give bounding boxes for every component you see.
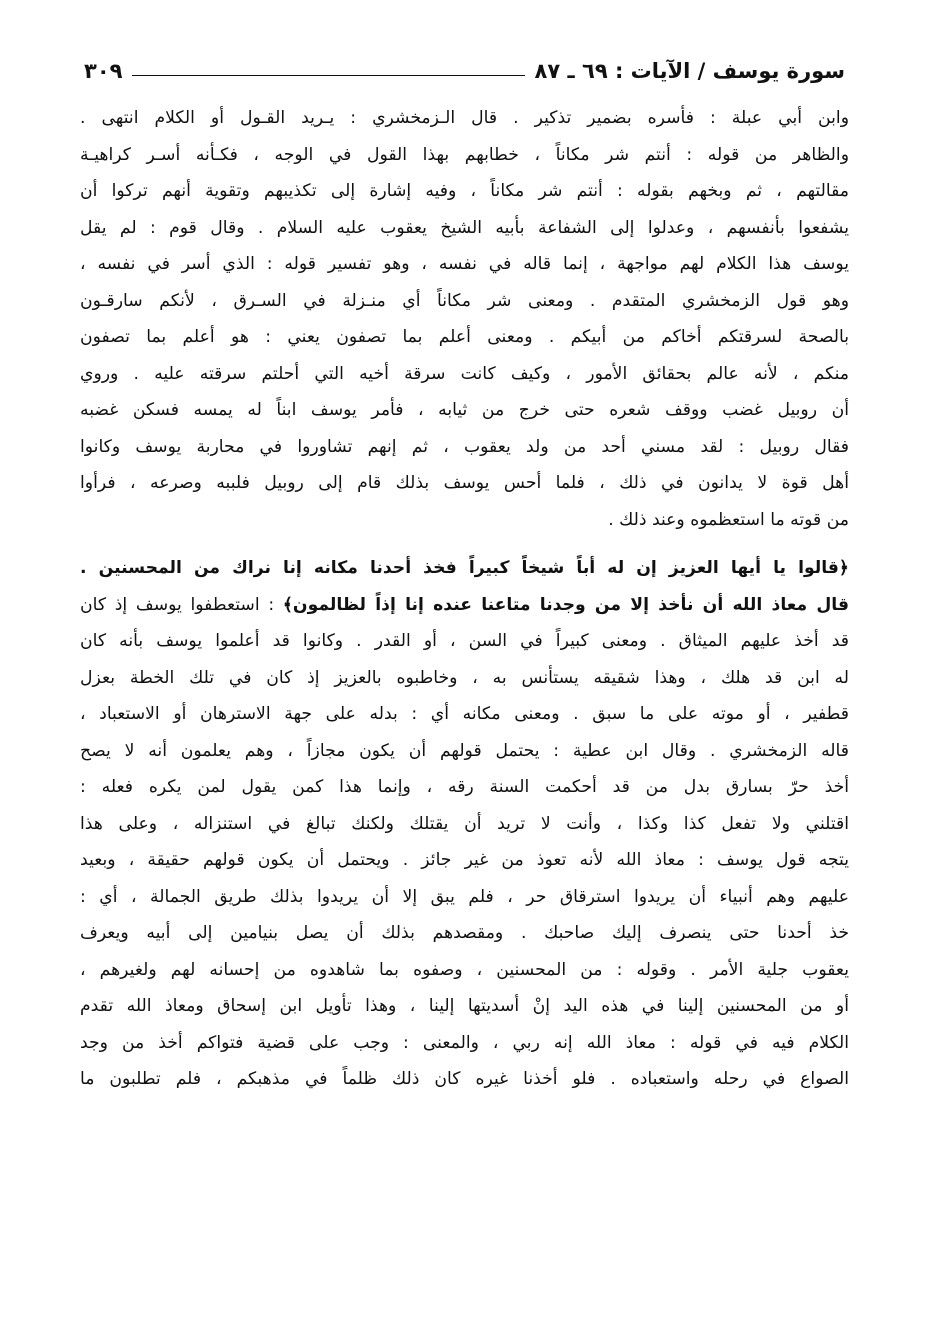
text-line: الصواع في رحله واستعباده . فلو أخذنا غيره كان ذلك ظلماً في مذهبكم ، فلم تطلبون ما xyxy=(80,1069,849,1089)
text-line xyxy=(80,587,849,624)
text-line: بالصحة لسرقتكم أخاكم من أبيكم . ومعنى أعلم بما تصفون يعني : هو أعلم بما تصفون xyxy=(80,327,849,347)
text-line: قد أخذ عليهم الميثاق . ومعنى كبيراً في السن ، أو القدر . وكانوا قد أعلموا يوسف بأنه كان xyxy=(80,631,849,651)
text-line: وهو قول الزمخشري المتقدم . ومعنى شر مكاناً أي منـزلة في السـرق ، لأنكم سارقـون xyxy=(80,290,849,311)
text-line: أن روبيل غضب ووقف شعره حتى خرج من ثيابه ، فأمر يوسف ابناً له يمسه فسكن غضبه xyxy=(80,400,849,420)
verse-continuation: : استعطفوا يوسف إذ كان xyxy=(80,594,283,615)
page-number: ٣٠٩ xyxy=(84,59,123,83)
text-line: يوسف هذا الكلام لهم مواجهة ، إنما قاله في نفسه ، وهو تفسير قوله : الذي أسر في نفسه ، xyxy=(80,254,849,274)
text-line: له ابن قد هلك ، وهذا شقيقه يستأنس به ، وخاطبوه بالعزيز إذ كان في تلك الخطة بعزل xyxy=(80,667,849,688)
text-line: عليهم وهم أنبياء أن يريدوا استرقاق حر ، فلم يبق إلا أن يريدوا بذلك طريق الجمالة ، أي : xyxy=(80,886,849,907)
text-line: يشفعوا بأنفسهم ، وعدلوا إلى الشفاعة بأبيه الشيخ يعقوب عليه السلام . وقال قوم : لم يقل xyxy=(80,217,849,238)
text-line: اقتلني ولا تفعل كذا وكذا ، وأنت لا تريد أن يقتلك ولكنك تبالغ في استنزاله ، وعلى هذا xyxy=(80,813,849,834)
text-line: يتجه قول يوسف : معاذ الله لأنه تعوذ من غير جائز . ويحتمل أن يكون قولهم حقيقة ، وبعيد xyxy=(80,850,849,870)
text-line: أو من المحسنين إلينا في هذه اليد إنْ أسديتها إلينا ، وهذا تأويل ابن إسحاق ومعاذ الله تقدم xyxy=(80,996,849,1016)
text-line: خذ أحدنا حتى ينصرف إليك صاحبك . ومقصدهم بذلك أن يصل بنيامين إلى أبيه ويعرف xyxy=(80,923,849,943)
header-title: سورة يوسف / الآيات : ٦٩ ـ ٨٧ xyxy=(534,59,845,83)
header-rule xyxy=(132,75,524,76)
quran-verse: قال معاذ الله أن نأخذ إلا من وجدنا متاعنا عنده إنا إذاً لظالمون﴾ xyxy=(282,594,849,615)
text-line: يعقوب جلية الأمر . وقوله : من المحسنين ، وصفوه بما شاهدوه من إحسانه لهم ولغيرهم ، xyxy=(80,959,849,980)
quran-verse-line: ﴿قالوا يا أيها العزيز إن له أباً شيخاً كبيراً فخذ أحدنا مكانه إنا نراك من المحسنين . xyxy=(80,558,849,578)
text-line: منكم ، لأنه عالم بحقائق الأمور ، وكيف كانت سرقة أخيه التي أحلتم سرقته عليه . وروي xyxy=(80,363,849,384)
body-text xyxy=(80,100,849,1098)
paragraph-2 xyxy=(80,550,849,1098)
text-line: قاله الزمخشري . وقال ابن عطية : يحتمل قولهم أن يكون مجازاً ، وهم يعلمون أنه لا يصح xyxy=(80,740,849,761)
text-line: أهل قوة لا يدانون في ذلك ، فلما أحس يوسف بذلك قام إلى روبيل فلببه وصرعه ، فرأوا xyxy=(80,473,849,493)
text-line: والظاهر من قوله : أنتم شر مكاناً ، خطابهم بهذا القول في الوجه ، فكـأنه أسـر كراهيـة xyxy=(80,144,849,165)
running-header xyxy=(84,54,845,88)
text-line: وابن أبي عبلة : فأسره بضمير تذكير . قال الـزمخشري : يـريد القـول أو الكلام انتهى . xyxy=(80,108,849,128)
text-line: مقالتهم ، ثم وبخهم بقوله : أنتم شر مكاناً ، وفيه إشارة إلى تكذيبهم وتقوية أنهم تركوا أن xyxy=(80,181,849,201)
text-line: من قوته ما استعظموه وعند ذلك . xyxy=(608,509,849,530)
text-line: قطفير ، أو موته على ما سبق . ومعنى مكانه أي : بدله على جهة الاسترهان أو الاستعباد ، xyxy=(80,704,849,724)
text-line: أخذ حرّ بسارق بدل من قد أحكمت السنة رقه ، وإنما هذا كمن يقول لمن يكره فعله : xyxy=(80,777,849,797)
paragraph-1 xyxy=(80,100,849,538)
text-line: فقال روبيل : لقد مسني أحد من ولد يعقوب ، ثم إنهم تشاوروا في محاربة يوسف وكانوا xyxy=(80,436,849,457)
text-line: الكلام فيه في قوله : معاذ الله إنه ربي ، والمعنى : وجب على قضية فتواكم أخذ من وجد xyxy=(80,1032,849,1053)
